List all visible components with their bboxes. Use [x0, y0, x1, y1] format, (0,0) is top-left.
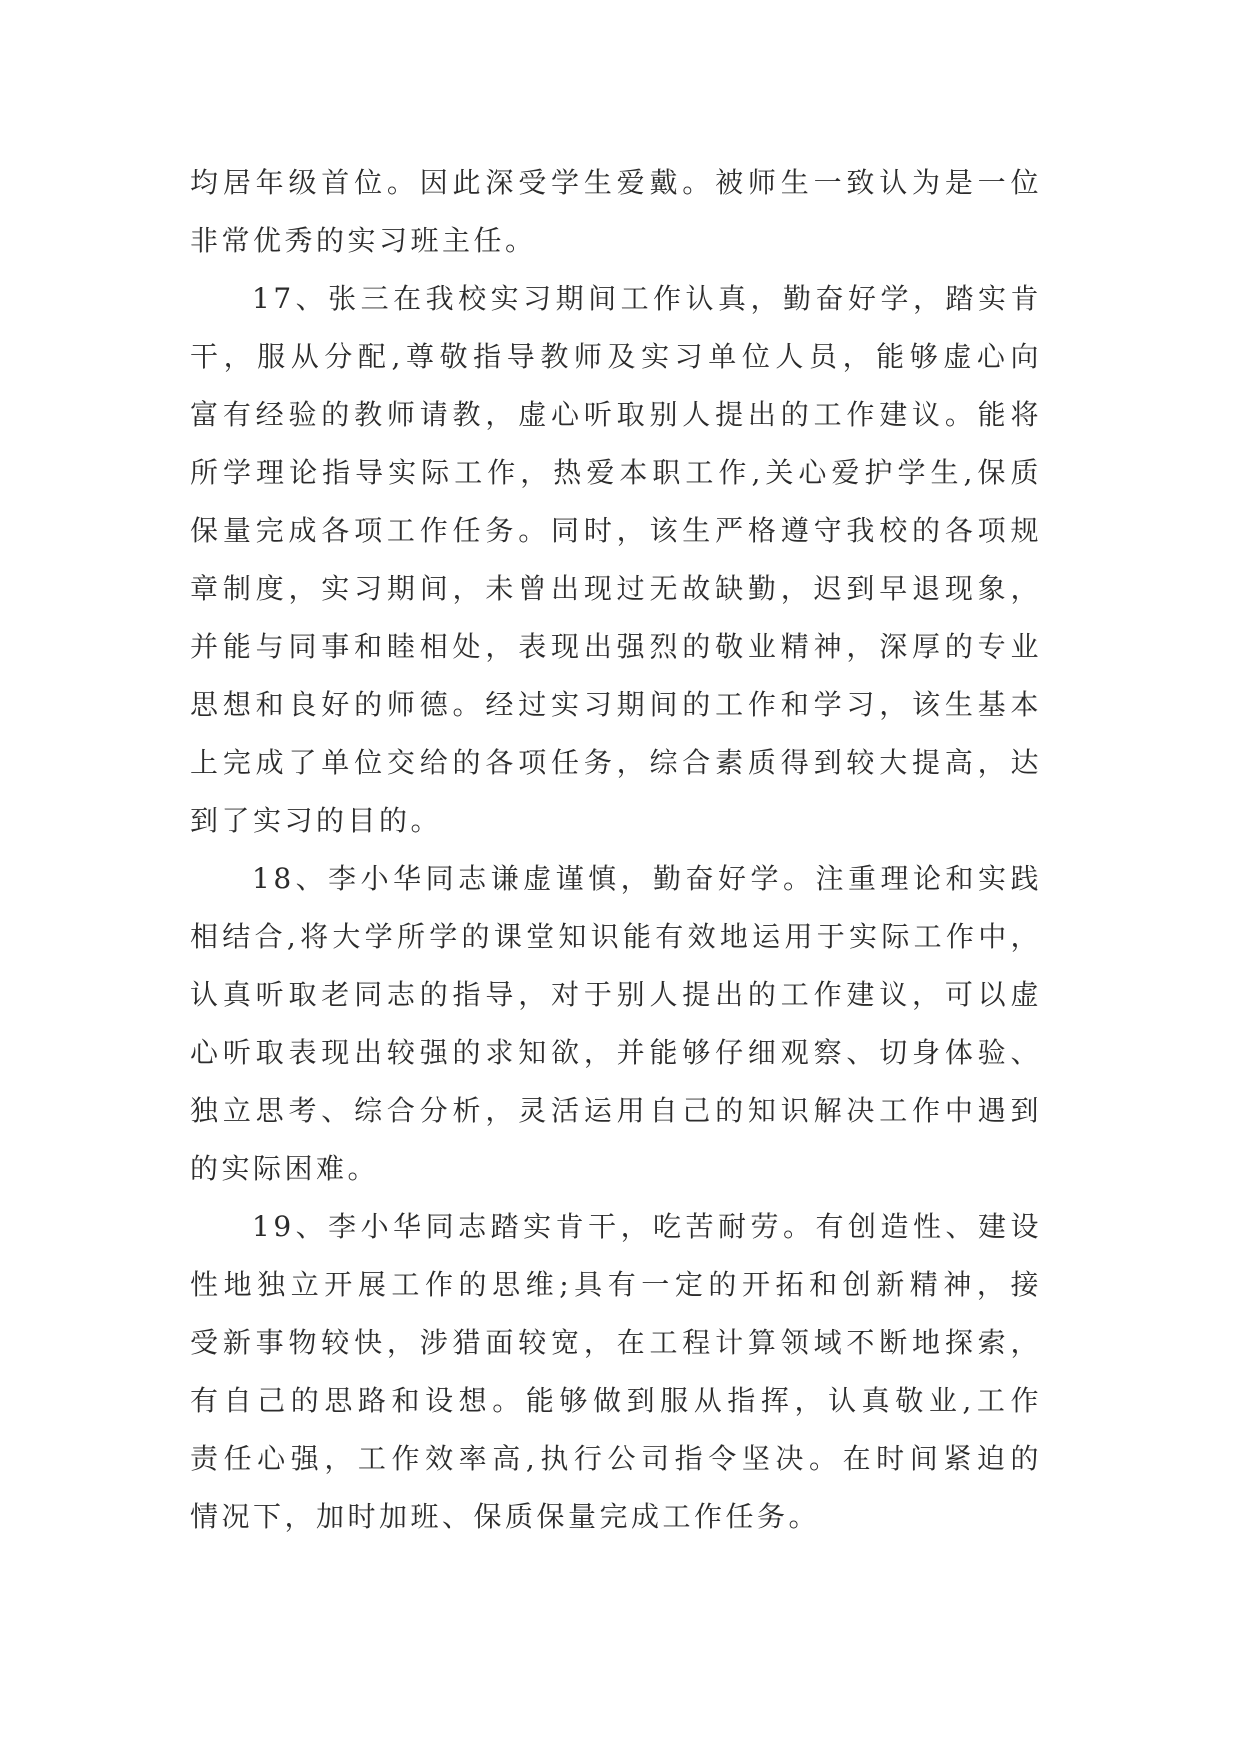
text-line: 所学理论指导实际工作，热爱本职工作,关心爱护学生,保质 — [190, 456, 1042, 489]
paragraph-17 — [190, 270, 1042, 850]
text-line: 19、李小华同志踏实肯干，吃苦耐劳。有创造性、建设 — [252, 1210, 1042, 1243]
text-line: 认真听取老同志的指导，对于别人提出的工作建议，可以虚 — [190, 978, 1042, 1011]
text-line: 思想和良好的师德。经过实习期间的工作和学习，该生基本 — [190, 688, 1042, 721]
paragraph-continuation — [190, 154, 1042, 270]
text-line: 干，服从分配,尊敬指导教师及实习单位人员，能够虚心向 — [190, 340, 1042, 373]
text-line: 上完成了单位交给的各项任务，综合素质得到较大提高，达 — [190, 746, 1042, 779]
text-line: 均居年级首位。因此深受学生爱戴。被师生一致认为是一位 — [190, 166, 1042, 199]
text-line: 性地独立开展工作的思维;具有一定的开拓和创新精神，接 — [190, 1268, 1042, 1301]
text-line: 独立思考、综合分析，灵活运用自己的知识解决工作中遇到 — [190, 1094, 1042, 1127]
text-line: 并能与同事和睦相处，表现出强烈的敬业精神，深厚的专业 — [190, 630, 1042, 663]
document-body — [190, 154, 1042, 1546]
text-line: 相结合,将大学所学的课堂知识能有效地运用于实际工作中， — [190, 920, 1042, 953]
text-line: 17、张三在我校实习期间工作认真，勤奋好学，踏实肯 — [252, 282, 1042, 315]
text-line: 章制度，实习期间，未曾出现过无故缺勤，迟到早退现象， — [190, 572, 1042, 605]
text-line: 有自己的思路和设想。能够做到服从指挥，认真敬业,工作 — [190, 1384, 1042, 1417]
text-line: 18、李小华同志谦虚谨慎，勤奋好学。注重理论和实践 — [252, 862, 1042, 895]
text-line: 非常优秀的实习班主任。 — [190, 224, 537, 257]
text-line: 责任心强，工作效率高,执行公司指令坚决。在时间紧迫的 — [190, 1442, 1042, 1475]
text-line: 的实际困难。 — [190, 1152, 380, 1185]
text-line: 情况下，加时加班、保质保量完成工作任务。 — [190, 1500, 821, 1533]
paragraph-19 — [190, 1198, 1042, 1546]
text-line: 富有经验的教师请教，虚心听取别人提出的工作建议。能将 — [190, 398, 1042, 431]
text-line: 保量完成各项工作任务。同时，该生严格遵守我校的各项规 — [190, 514, 1042, 547]
text-line: 受新事物较快，涉猎面较宽，在工程计算领域不断地探索， — [190, 1326, 1042, 1359]
text-line: 到了实习的目的。 — [190, 804, 443, 837]
text-line: 心听取表现出较强的求知欲，并能够仔细观察、切身体验、 — [190, 1036, 1042, 1069]
paragraph-18 — [190, 850, 1042, 1198]
